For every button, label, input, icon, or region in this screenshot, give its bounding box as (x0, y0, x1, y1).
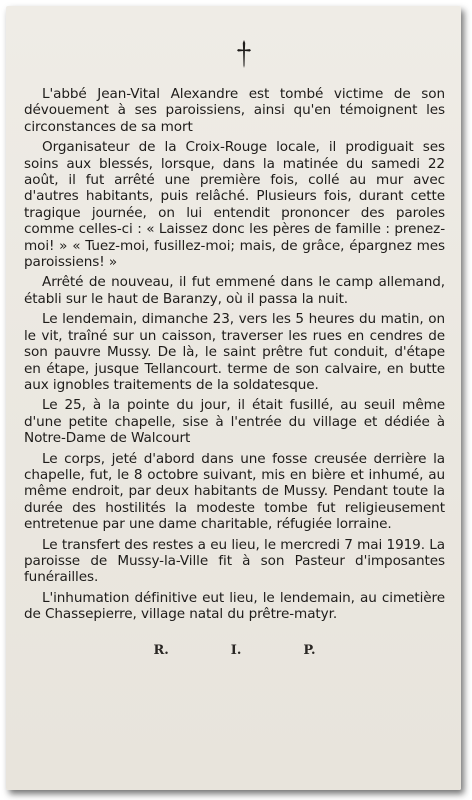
cross-ornament (42, 40, 445, 86)
paragraph-burial: Le corps, jeté d'abord dans une fosse creusée derrière la chapelle, fut, le 8 octobre suivant, mis en bière et inhumé, au même endroit, par deux habitants de Mussy. Pendant toute la durée des hostilités la modeste tombe fut religieusement entretenue par une dame charitable, réfugiée lorraine. (24, 450, 445, 533)
paragraph-arrest: Arrêté de nouveau, il fut emmené dans le camp allemand, établi sur le haut de Baranzy, où il passa la nuit. (24, 274, 445, 307)
paragraph-intro: L'abbé Jean-Vital Alexandre est tombé victime de son dévouement à ses paroissiens, ainsi qu'en témoignent les circonstances de sa mort (24, 86, 445, 135)
rip-footer (24, 643, 445, 658)
rip-p: P. (303, 642, 316, 658)
paragraph-transfer: Le transfert des restes a eu lieu, le mercredi 7 mai 1919. La paroisse de Mussy-la-Ville fit à son Pasteur d'imposantes funérailles. (24, 536, 445, 586)
memorial-card (6, 6, 461, 790)
paragraph-inhumation: L'inhumation définitive eut lieu, le lendemain, au cimetière de Chassepierre, village natal du prêtre-matyr. (24, 589, 445, 623)
memorial-text (24, 86, 445, 623)
paragraph-red-cross: Organisateur de la Croix-Rouge locale, il prodiguait ses soins aux blessés, lorsque, dans la matinée du samedi 22 août, il fut arrêté une première fois, collé au mur avec d'autres habitants, puis relâché. Plusieurs fois, durant cette tragique journée, on lui entendit prononcer des paroles comme celles-ci : « Laissez donc les pères de famille : prenez-moi! » « Tuez-moi, fusillez-moi; mais, de grâce, épargnez mes paroissiens! » (24, 139, 445, 271)
paragraph-next-day: Le lendemain, dimanche 23, vers les 5 heures du matin, on le vit, traîné sur un caisson, traverser les rues en cendres de son pauvre Mussy. De là, le saint prêtre fut conduit, d'étape en étape, jusque Tellancourt. terme de son calvaire, en butte aux ignobles traitements de la soldatesque. (24, 311, 445, 393)
paragraph-execution: Le 25, à la pointe du jour, il était fusillé, au seuil même d'une petite chapelle, sise à l'entrée du village et dédiée à Notre-Dame de Walcourt (24, 397, 445, 447)
cross-icon (237, 40, 251, 68)
rip-r: R. (153, 642, 169, 658)
rip-i: I. (230, 642, 242, 658)
